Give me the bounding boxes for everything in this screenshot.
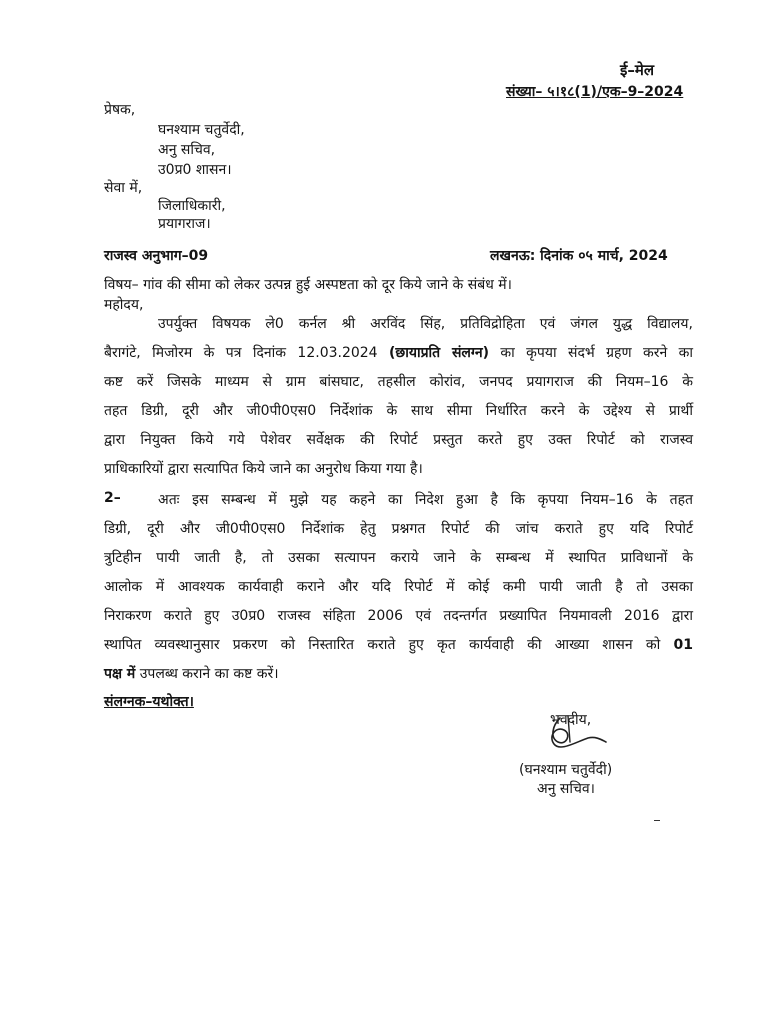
para2-line4: आलोक में आवश्यक कार्यवाही कराने और यदि रिपोर्ट में कोई कमी पायी जाती है तो उसका [104,579,693,595]
para1-line5: द्वारा नियुक्त किये गये पेशेवर सर्वेक्षक की रिपोर्ट प्रस्तुत करते हुए उक्त रिपोर्ट को राजस्व [104,432,693,448]
para2-line1: अतः इस सम्बन्ध में मुझे यह कहने का निदेश हुआ है कि कृपया नियम–16 के तहत [158,492,693,508]
sender-name: घनश्याम चतुर्वेदी, [158,122,245,138]
sender-label: प्रेषक, [104,102,136,118]
para1-line4: तहत डिग्री, दूरी और जी0पी0एस0 निर्देशांक के साथ सीमा निर्धारित करने के उद्देश्य से प्रार्थी [104,403,693,419]
place-date: लखनऊ: दिनांक ०५ मार्च, 2024 [490,248,668,264]
enclosure-line: संलग्नक–यथोक्त। [104,694,194,710]
recipient-label: सेवा में, [104,180,143,196]
para1-line1: उपर्युक्त विषयक ले0 कर्नल श्री अरविंद सिंह, प्रतिविद्रोहिता एवं जंगल युद्ध विद्यालय, [158,316,693,332]
department: राजस्व अनुभाग–09 [104,248,209,264]
subject: विषय– गांव की सीमा को लेकर उत्पन्न हुई अस्पष्टता को दूर किये जाने के संबंध में। [104,277,512,293]
para2-line3: त्रुटिहीन पायी जाती है, तो उसका सत्यापन कराये जाने के सम्बन्ध में स्थापित प्राविधानों के [104,550,693,566]
enclosure-note: (छायाप्रति संलग्न) [388,345,490,361]
para2-number: 2– [104,490,121,506]
salutation: महोदय, [104,297,144,313]
signature [542,712,612,756]
recipient-place: प्रयागराज। [158,216,211,232]
email-label: ई–मेल [620,61,655,79]
sender-designation: अनु सचिव, [158,142,216,158]
para1-line3: कष्ट करें जिसके माध्यम से ग्राम बांसघाट, तहसील कोरांव, जनपद प्रयागराज की नियम–16 के [104,374,693,390]
closing-name: (घनश्याम चतुर्वेदी) [519,762,613,778]
para1-line6: प्राधिकारियों द्वारा सत्यापित किये जाने का अनुरोध किया गया है। [104,461,423,477]
para1-line2: बैरागंटे, मिजोरम के पत्र दिनांक 12.03.2024 (छायाप्रति संलग्न) का कृपया संदर्भ ग्रहण करने का [104,345,693,361]
recipient-designation: जिलाधिकारी, [158,198,226,214]
para2-line6: स्थापित व्यवस्थानुसार प्रकरण को निस्तारित कराते हुए कृत कार्यवाही की आख्या शासन को 01 [104,637,693,653]
stray-mark [654,820,660,821]
closing-yours: भवदीय, [550,712,592,728]
closing-designation: अनु सचिव। [537,781,595,797]
reference-number: संख्या– ५।१८(1)/एक–9–2024 [506,84,684,100]
para2-line7: पक्ष में उपलब्ध कराने का कष्ट करें। [104,666,279,682]
para2-line5: निराकरण कराते हुए उ0प्र0 राजस्व संहिता 2006 एवं तदन्तर्गत प्रख्यापित नियमावली 2016 द्वारा [104,608,693,624]
para2-line2: डिग्री, दूरी और जी0पी0एस0 निर्देशांक हेतु प्रश्नगत रिपोर्ट की जांच कराते हुए यदि रिपोर्ट [104,521,693,537]
sender-office: उ0प्र0 शासन। [158,162,232,178]
